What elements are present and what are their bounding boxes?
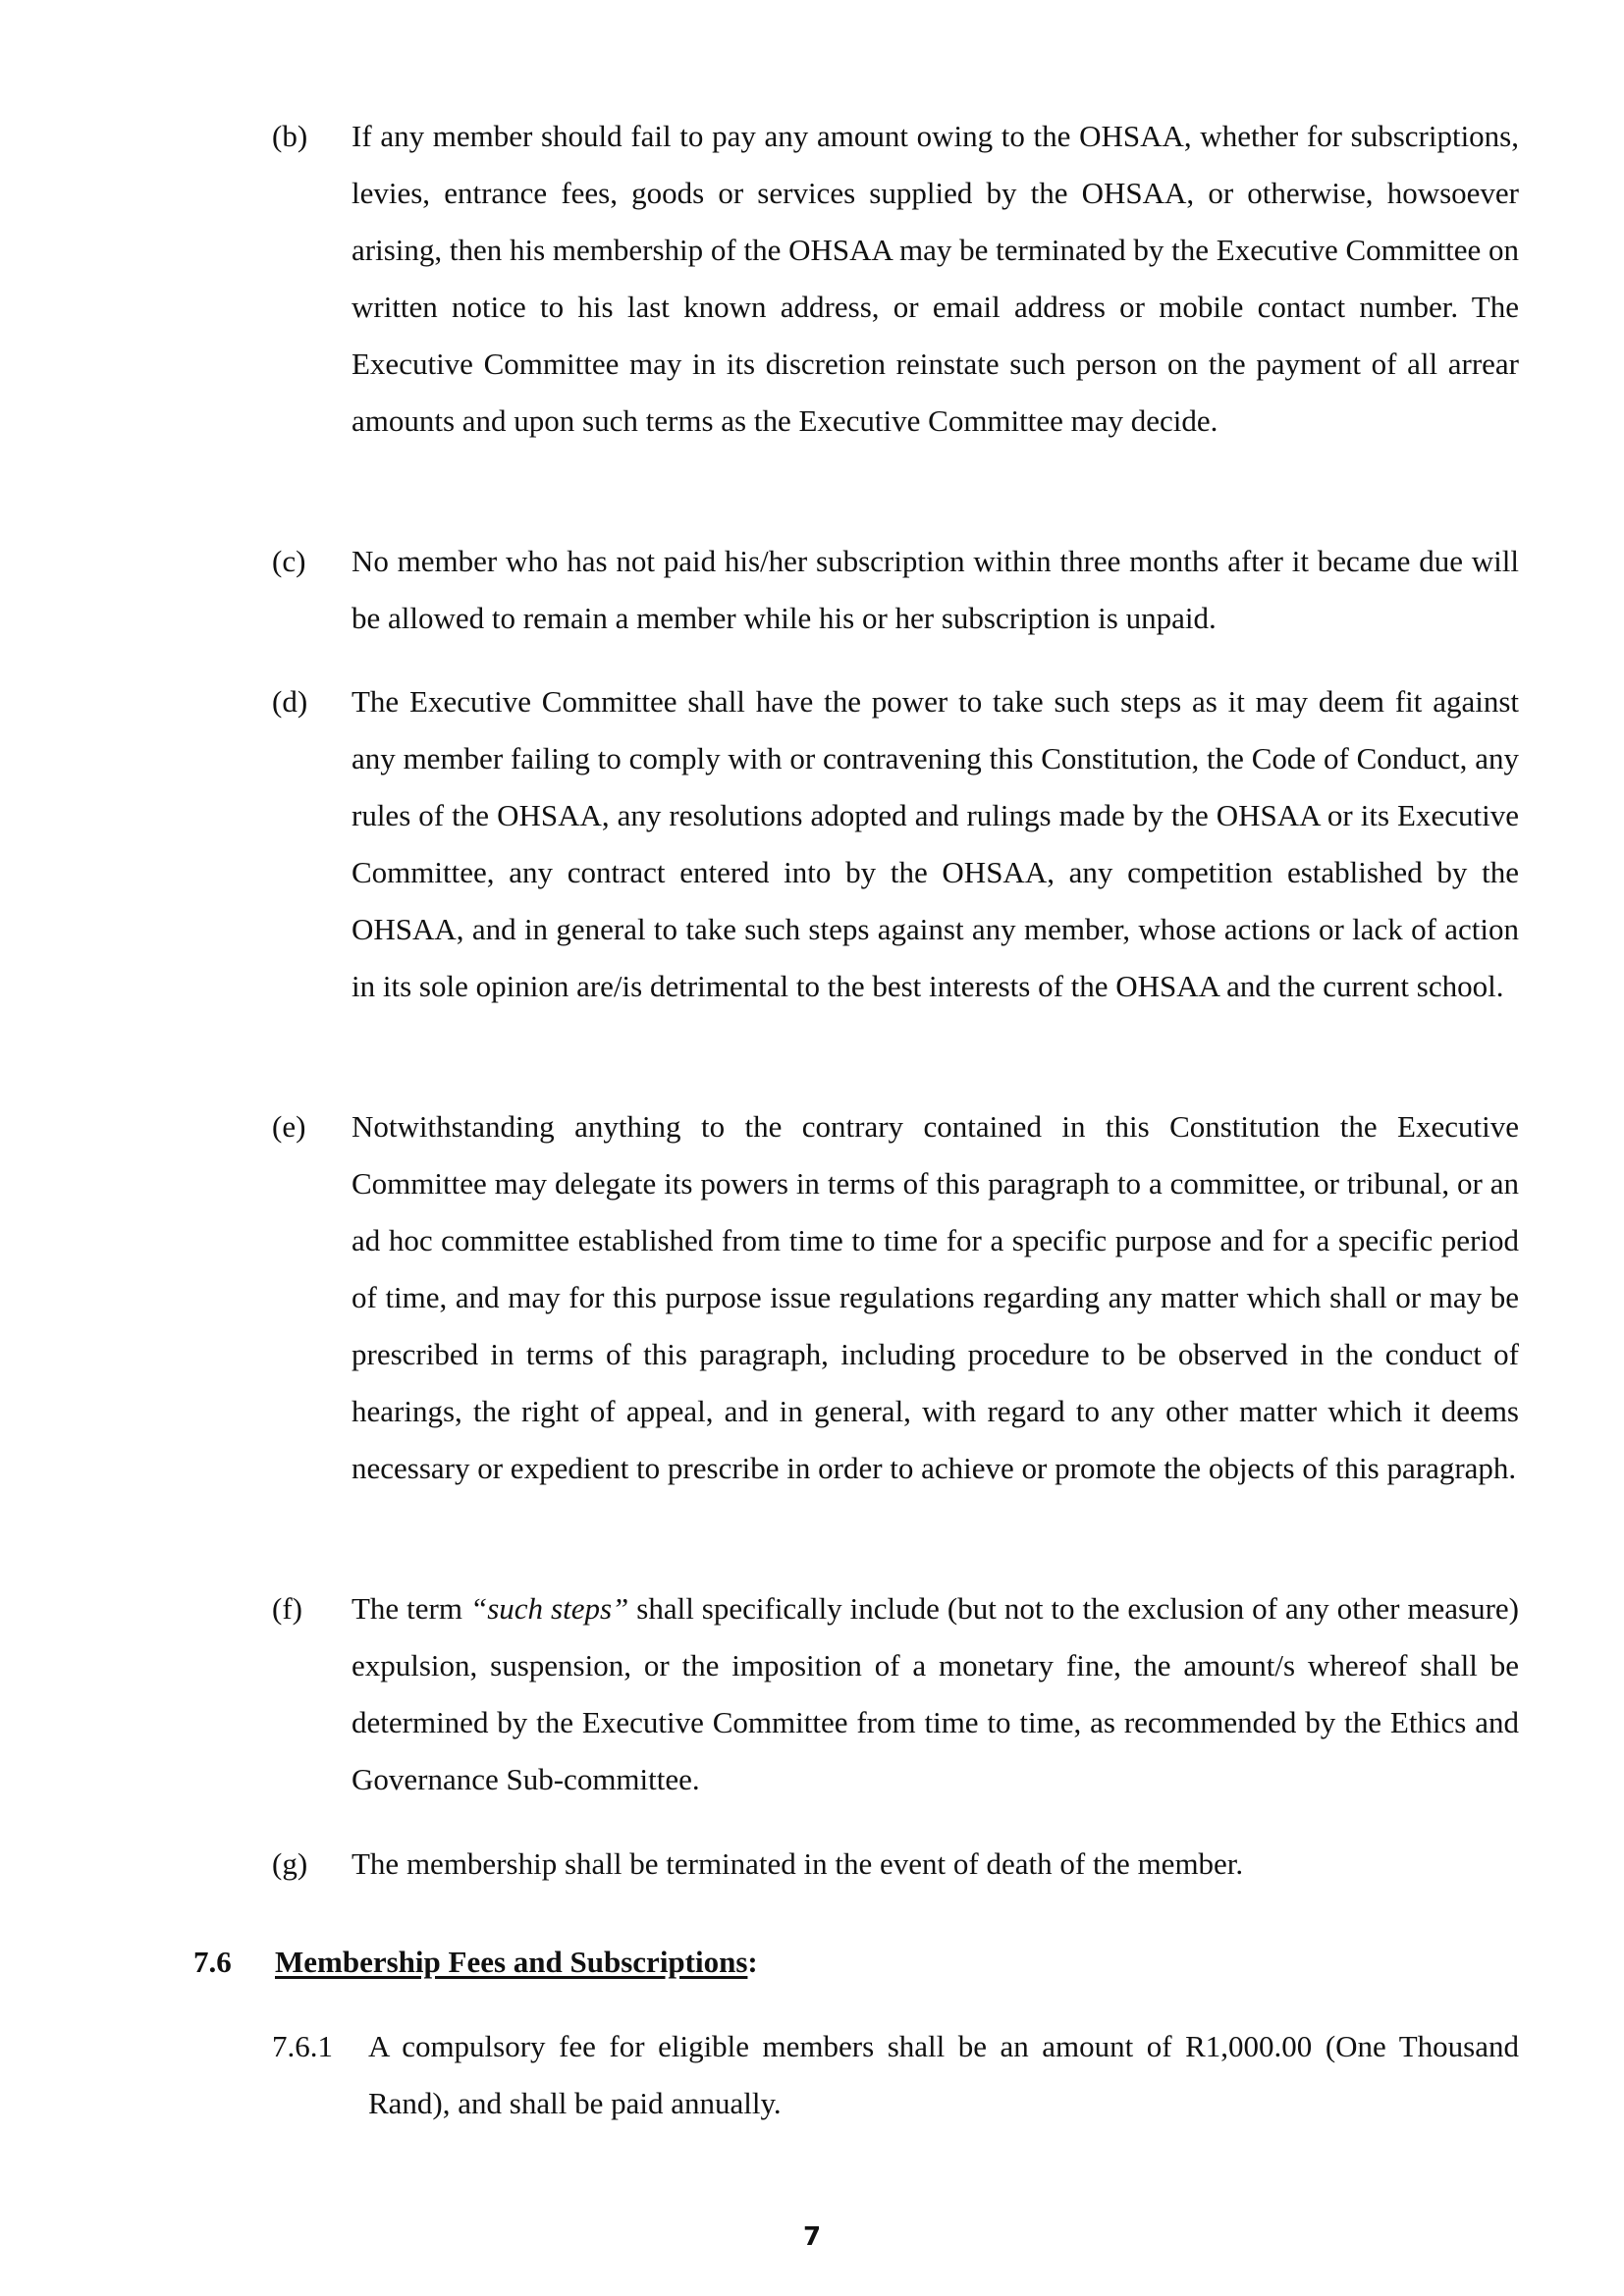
page-number: 7	[802, 2222, 822, 2252]
clause-text	[352, 1580, 1519, 1808]
clause-label: (g)	[272, 1846, 308, 1881]
clause-text: No member who has not paid his/her subscription within three months after it became due will be allowed to remain a member while his or her subscription is unpaid.	[352, 544, 1519, 635]
section-title	[275, 1934, 758, 1991]
subclause-label: 7.6.1	[272, 2029, 333, 2063]
clause-text: The Executive Committee shall have the power to take such steps as it may deem fit against any member failing to comply with or contravening this Constitution, the Code of Conduct, any rules of the OHSAA, any resolutions adopted and rulings made by the OHSAA or its Executive Committee, any contract entered into by the OHSAA, any competition established by the OHSAA, and in general to take such steps against any member, whose actions or lack of action in its sole opinion are/is detrimental to the best interests of the OHSAA and the current school.	[352, 684, 1519, 1003]
clause-text: If any member should fail to pay any amount owing to the OHSAA, whether for subscriptions, levies, entrance fees, goods or services supplied by the OHSAA, or otherwise, howsoever arising, then his membership of the OHSAA may be terminated by the Executive Committee on written notice to his last known address, or email address or mobile contact number. The Executive Committee may in its discretion reinstate such person on the payment of all arrear amounts and upon such terms as the Executive Committee may decide.	[352, 119, 1519, 438]
defined-term: “such steps”	[469, 1591, 629, 1626]
section-title-text: Membership Fees and Subscriptions	[275, 1945, 748, 1979]
clause-label: (b)	[272, 119, 308, 153]
clause-text: Notwithstanding anything to the contrary contained in this Constitution the Executive Committee may delegate its powers in terms of this paragraph to a committee, or tribunal, or an ad hoc committee established from time to time for a specific purpose and for a specific period of time, and may for this purpose issue regulations regarding any matter which shall or may be prescribed in terms of this paragraph, including procedure to be observed in the conduct of hearings, the right of appeal, and in general, with regard to any other matter which it deems necessary or expedient to prescribe in order to achieve or promote the objects of this paragraph.	[352, 1109, 1519, 1485]
clause-text-rest: shall specifically include (but not to the exclusion of any other measure) expulsion, suspension, or the imposition of a monetary fine, the amount/s whereof shall be determined by the Executive Committee from time to time, as recommended by the Ethics and Governance Sub-committee.	[352, 1591, 1519, 1796]
clause-label: (f)	[272, 1591, 302, 1626]
section-number: 7.6	[193, 1945, 232, 1979]
clause-text: The membership shall be terminated in the event of death of the member.	[352, 1846, 1244, 1881]
clause-label: (e)	[272, 1109, 306, 1144]
clause-label: (d)	[272, 684, 308, 719]
clause-label: (c)	[272, 544, 306, 578]
subclause-text: A compulsory fee for eligible members shall be an amount of R1,000.00 (One Thousand Rand), and shall be paid annually.	[368, 2029, 1519, 2120]
clause-text-start: The term	[352, 1591, 470, 1626]
section-title-colon: :	[747, 1945, 758, 1979]
